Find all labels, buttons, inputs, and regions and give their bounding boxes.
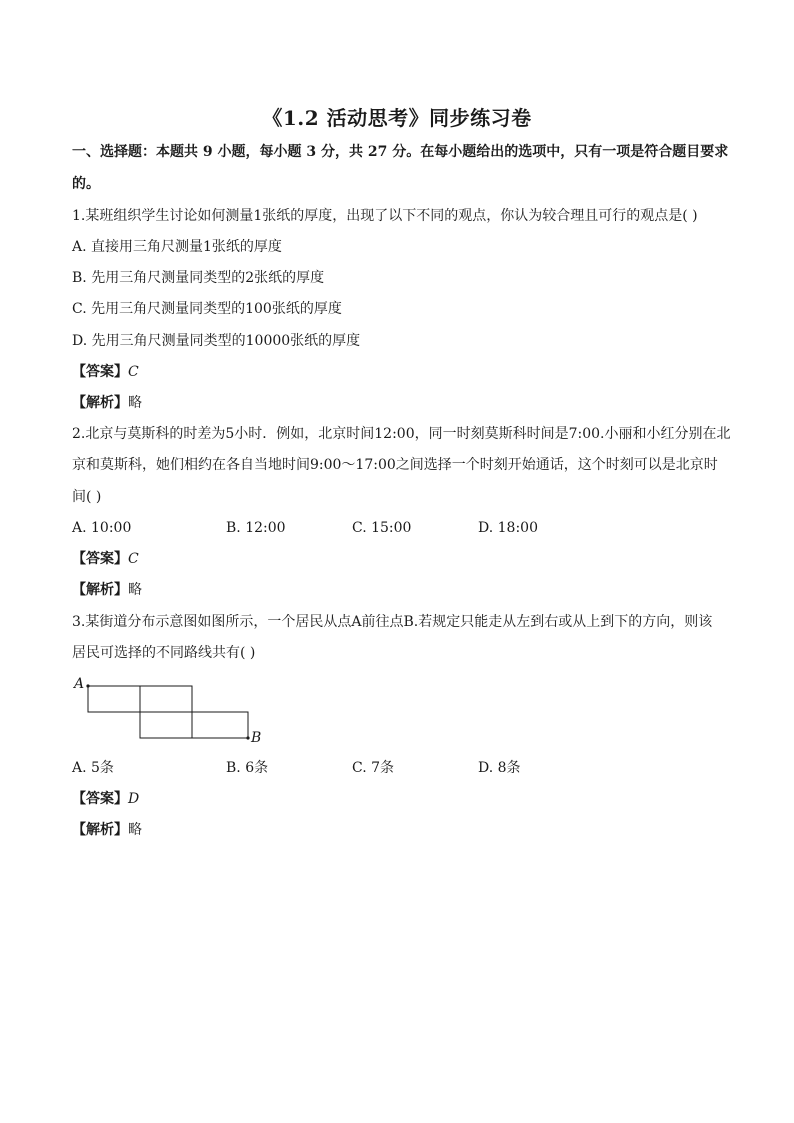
q2-answer	[72, 549, 139, 569]
q1-option-c: C. 先用三角尺测量同类型的100张纸的厚度	[72, 301, 342, 317]
q1-option-b: B. 先用三角尺测量同类型的2张纸的厚度	[72, 270, 325, 286]
point-a-label: A	[74, 676, 85, 692]
q3-analysis-label: 【解析】	[72, 822, 128, 838]
q3-option-d: D. 8条	[478, 760, 521, 776]
q2-option-c: C. 15:00	[352, 520, 412, 536]
q2-stem-line-2: 京和莫斯科，她们相约在各自当地时间9:00～17:00之间选择一个时刻开始通话，这个时刻可以是北京时	[72, 457, 718, 473]
q3-option-c: C. 7条	[352, 760, 395, 776]
q1-answer-label: 【答案】	[72, 364, 128, 380]
point-b-label: B	[251, 730, 262, 746]
q3-stem-line-1: 3.某街道分布示意图如图所示，一个居民从点A前往点B.若规定只能走从左到右或从上到下的方向，则该	[72, 614, 713, 630]
q2-analysis-label: 【解析】	[72, 582, 128, 598]
street-grid-lines	[88, 686, 248, 738]
q1-analysis	[72, 393, 142, 413]
q2-answer-label: 【答案】	[72, 551, 128, 567]
q2-option-a: A. 10:00	[72, 520, 132, 536]
q3-analysis	[72, 820, 142, 840]
q2-analysis-value: 略	[128, 582, 142, 598]
q1-option-d: D. 先用三角尺测量同类型的10000张纸的厚度	[72, 333, 361, 349]
q1-answer-value: C	[128, 364, 139, 380]
q2-option-b: B. 12:00	[226, 520, 286, 536]
q3-stem-line-2: 居民可选择的不同路线共有( )	[72, 645, 256, 661]
street-grid-diagram	[72, 674, 272, 746]
q3-option-b: B. 6条	[226, 760, 269, 776]
q2-analysis	[72, 580, 142, 600]
point-b-marker	[246, 736, 249, 739]
q3-answer-label: 【答案】	[72, 791, 128, 807]
q2-stem-line-3: 间( )	[72, 489, 102, 505]
point-a-marker	[86, 684, 89, 687]
section-heading-line-1: 一、选择题：本题共 9 小题，每小题 3 分，共 27 分。在每小题给出的选项中，只有一项是符合题目要求	[72, 144, 729, 160]
q3-option-a: A. 5条	[72, 760, 114, 776]
q2-stem-line-1: 2.北京与莫斯科的时差为5小时．例如，北京时间12:00，同一时刻莫斯科时间是7:00.小丽和小红分别在北	[72, 426, 731, 442]
grid-bottom-row	[140, 712, 248, 738]
q1-analysis-value: 略	[128, 395, 142, 411]
page-title: 《1.2 活动思考》同步练习卷	[262, 106, 532, 130]
q1-analysis-label: 【解析】	[72, 395, 128, 411]
q3-analysis-value: 略	[128, 822, 142, 838]
q1-answer	[72, 362, 139, 382]
q1-option-a: A. 直接用三角尺测量1张纸的厚度	[72, 239, 282, 255]
q2-option-d: D. 18:00	[478, 520, 538, 536]
q1-stem: 1.某班组织学生讨论如何测量1张纸的厚度，出现了以下不同的观点，你认为较合理且可行的观点是( )	[72, 208, 698, 224]
q3-answer-value: D	[128, 791, 140, 807]
section-heading-line-2: 的。	[72, 176, 100, 192]
q3-answer	[72, 789, 139, 809]
q2-answer-value: C	[128, 551, 139, 567]
